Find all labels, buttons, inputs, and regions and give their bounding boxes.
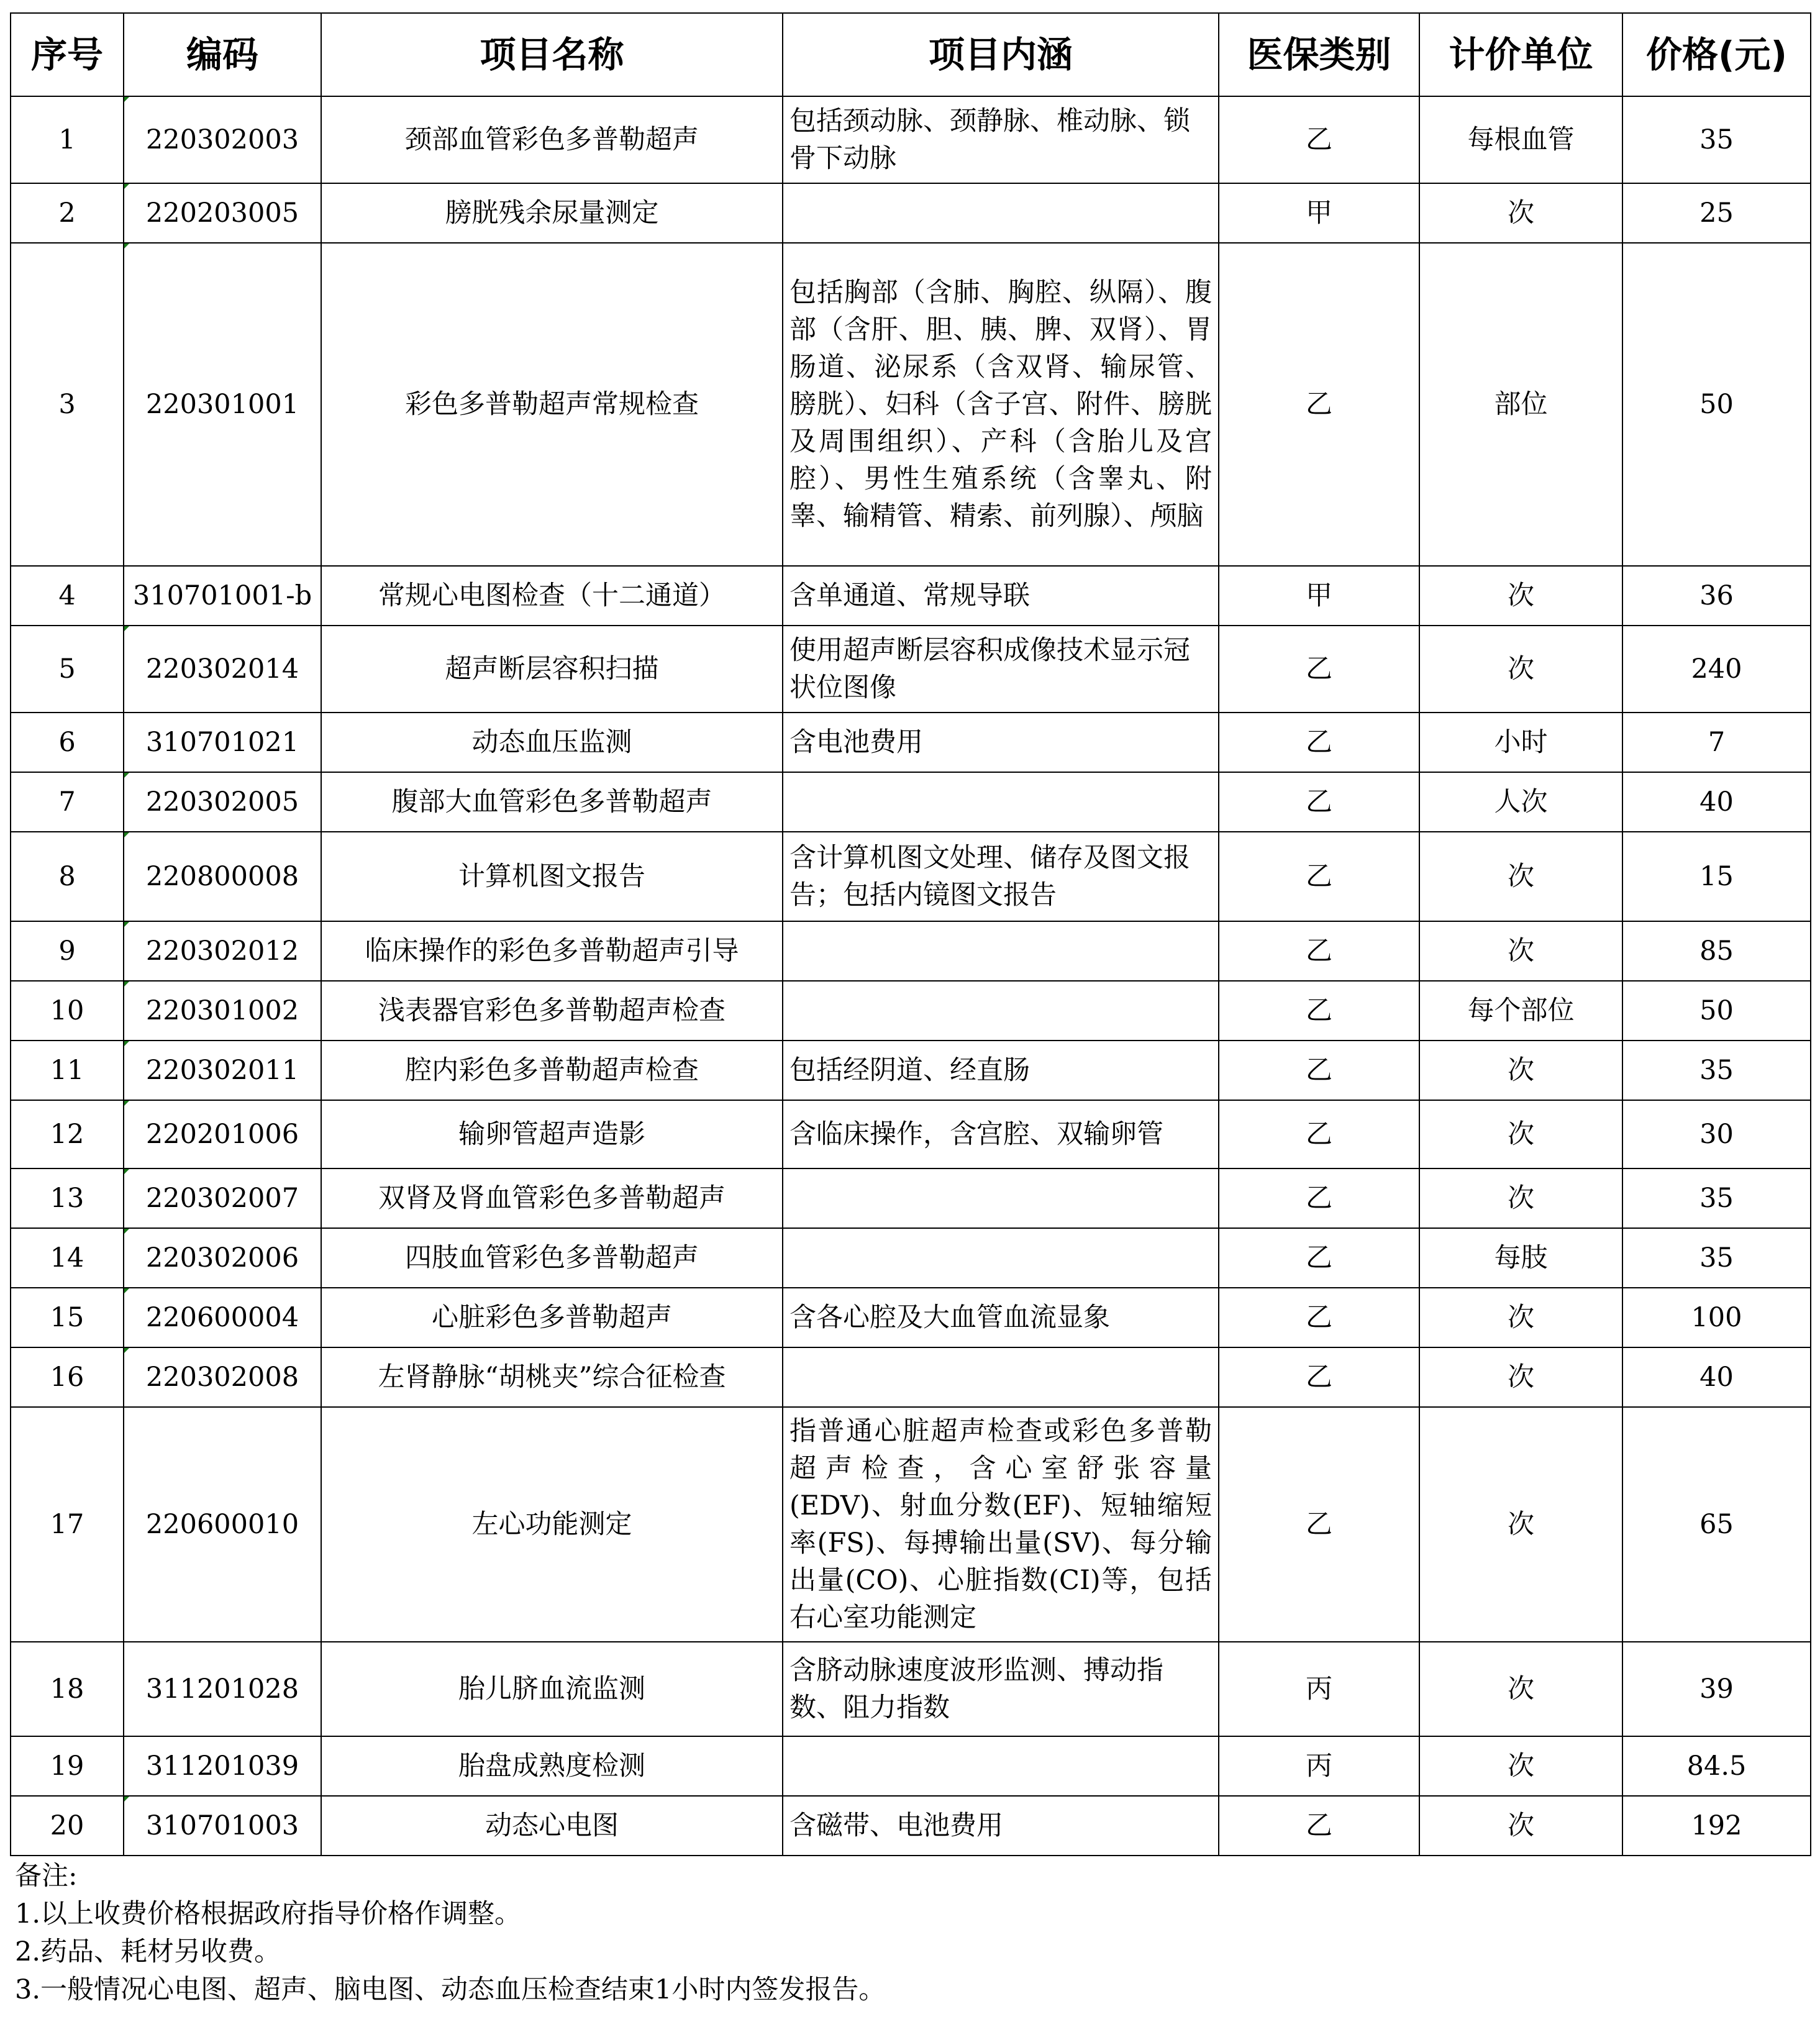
cell-scope: 含各心腔及大血管血流显象	[783, 1288, 1219, 1347]
cell-scope: 使用超声断层容积成像技术显示冠状位图像	[783, 626, 1219, 713]
table-row	[11, 1288, 1811, 1347]
table-row	[11, 96, 1811, 183]
cell-code-text: 220800008	[145, 861, 299, 892]
cell-code	[124, 96, 321, 183]
cell-name: 心脏彩色多普勒超声	[321, 1288, 783, 1347]
cell-unit: 次	[1419, 183, 1622, 243]
cell-marker	[124, 1288, 129, 1293]
cell-price: 39	[1622, 1642, 1811, 1736]
cell-no: 4	[11, 566, 124, 626]
cell-unit: 每根血管	[1419, 96, 1622, 183]
table-row	[11, 1228, 1811, 1288]
cell-no: 10	[11, 981, 124, 1041]
note-line: 2.药品、耗材另收费。	[15, 1936, 281, 1967]
cell-no: 18	[11, 1642, 124, 1736]
cell-unit: 次	[1419, 566, 1622, 626]
cell-name: 常规心电图检查（十二通道）	[321, 566, 783, 626]
cell-name: 四肢血管彩色多普勒超声	[321, 1228, 783, 1288]
table-row	[11, 772, 1811, 832]
cell-code-text: 220302006	[145, 1242, 299, 1273]
cell-no: 5	[11, 626, 124, 713]
table-row	[11, 981, 1811, 1041]
header-scope: 项目内涵	[783, 13, 1219, 96]
header-name: 项目名称	[321, 13, 783, 96]
cell-category: 乙	[1219, 243, 1419, 566]
table-row	[11, 713, 1811, 772]
cell-code-text: 220302011	[145, 1055, 299, 1086]
cell-unit: 部位	[1419, 243, 1622, 566]
cell-category: 乙	[1219, 1288, 1419, 1347]
cell-scope	[783, 1736, 1219, 1796]
cell-unit: 小时	[1419, 713, 1622, 772]
cell-scope	[783, 1347, 1219, 1407]
cell-scope	[783, 1168, 1219, 1228]
cell-no: 8	[11, 832, 124, 921]
cell-scope: 包括颈动脉、颈静脉、椎动脉、锁骨下动脉	[783, 96, 1219, 183]
cell-price: 40	[1622, 1347, 1811, 1407]
cell-name: 浅表器官彩色多普勒超声检查	[321, 981, 783, 1041]
price-table	[10, 12, 1811, 1856]
cell-category: 乙	[1219, 772, 1419, 832]
cell-name: 输卵管超声造影	[321, 1100, 783, 1168]
cell-code	[124, 243, 321, 566]
note-line: 1.以上收费价格根据政府指导价格作调整。	[15, 1898, 522, 1929]
cell-scope	[783, 921, 1219, 981]
table-row	[11, 832, 1811, 921]
price-sheet	[10, 12, 1810, 1856]
cell-no: 9	[11, 921, 124, 981]
cell-unit: 次	[1419, 1407, 1622, 1642]
cell-category: 乙	[1219, 1228, 1419, 1288]
cell-marker	[124, 626, 129, 631]
cell-code-text: 310701003	[145, 1810, 299, 1841]
cell-category: 乙	[1219, 1796, 1419, 1856]
cell-price: 240	[1622, 626, 1811, 713]
cell-code	[124, 1347, 321, 1407]
cell-unit: 次	[1419, 1288, 1622, 1347]
cell-price: 15	[1622, 832, 1811, 921]
cell-code	[124, 981, 321, 1041]
cell-unit: 每个部位	[1419, 981, 1622, 1041]
cell-category: 乙	[1219, 713, 1419, 772]
cell-marker	[124, 1348, 129, 1353]
cell-price: 85	[1622, 921, 1811, 981]
cell-marker	[124, 1041, 129, 1046]
cell-unit: 次	[1419, 832, 1622, 921]
cell-no: 2	[11, 183, 124, 243]
cell-marker	[124, 244, 129, 248]
cell-no: 12	[11, 1100, 124, 1168]
cell-name: 双肾及肾血管彩色多普勒超声	[321, 1168, 783, 1228]
cell-unit: 人次	[1419, 772, 1622, 832]
header-row	[11, 13, 1811, 96]
cell-code	[124, 772, 321, 832]
cell-code: 311201028	[124, 1642, 321, 1736]
cell-code-text: 220302014	[145, 654, 299, 685]
cell-name: 左心功能测定	[321, 1407, 783, 1642]
cell-unit: 次	[1419, 1041, 1622, 1100]
table-row	[11, 921, 1811, 981]
cell-price: 192	[1622, 1796, 1811, 1856]
cell-category: 乙	[1219, 626, 1419, 713]
table-row	[11, 1407, 1811, 1642]
cell-unit: 次	[1419, 626, 1622, 713]
cell-unit: 次	[1419, 921, 1622, 981]
cell-category: 乙	[1219, 1168, 1419, 1228]
cell-scope: 含计算机图文处理、储存及图文报告；包括内镜图文报告	[783, 832, 1219, 921]
cell-marker	[124, 1229, 129, 1234]
cell-category: 乙	[1219, 1347, 1419, 1407]
cell-marker	[124, 1797, 129, 1802]
cell-category: 甲	[1219, 566, 1419, 626]
cell-category: 乙	[1219, 921, 1419, 981]
cell-category: 乙	[1219, 981, 1419, 1041]
header-category: 医保类别	[1219, 13, 1419, 96]
cell-price: 40	[1622, 772, 1811, 832]
cell-marker	[124, 184, 129, 189]
cell-code: 310701021	[124, 713, 321, 772]
cell-price: 100	[1622, 1288, 1811, 1347]
cell-scope: 含临床操作，含宫腔、双输卵管	[783, 1100, 1219, 1168]
cell-code	[124, 1168, 321, 1228]
cell-name: 膀胱残余尿量测定	[321, 183, 783, 243]
header-unit: 计价单位	[1419, 13, 1622, 96]
cell-code-text: 220203005	[145, 198, 299, 229]
cell-no: 6	[11, 713, 124, 772]
table-row	[11, 1041, 1811, 1100]
cell-code	[124, 1796, 321, 1856]
cell-scope	[783, 772, 1219, 832]
cell-name: 颈部血管彩色多普勒超声	[321, 96, 783, 183]
table-row	[11, 183, 1811, 243]
cell-no: 11	[11, 1041, 124, 1100]
cell-code-text: 220600004	[145, 1302, 299, 1333]
table-row	[11, 243, 1811, 566]
cell-code	[124, 1228, 321, 1288]
cell-name: 彩色多普勒超声常规检查	[321, 243, 783, 566]
cell-marker	[124, 982, 129, 986]
cell-code: 311201039	[124, 1736, 321, 1796]
cell-code	[124, 921, 321, 981]
header-no: 序号	[11, 13, 124, 96]
cell-price: 30	[1622, 1100, 1811, 1168]
cell-category: 乙	[1219, 96, 1419, 183]
cell-code-text: 220302003	[145, 124, 299, 155]
cell-scope: 包括经阴道、经直肠	[783, 1041, 1219, 1100]
cell-name: 动态血压监测	[321, 713, 783, 772]
cell-no: 16	[11, 1347, 124, 1407]
table-row	[11, 1642, 1811, 1736]
cell-unit: 次	[1419, 1100, 1622, 1168]
cell-price: 35	[1622, 1168, 1811, 1228]
cell-code: 220600010	[124, 1407, 321, 1642]
cell-code-text: 220301002	[145, 995, 299, 1026]
cell-price: 7	[1622, 713, 1811, 772]
cell-unit: 次	[1419, 1736, 1622, 1796]
cell-category: 丙	[1219, 1642, 1419, 1736]
cell-unit: 次	[1419, 1347, 1622, 1407]
header-code: 编码	[124, 13, 321, 96]
cell-price: 84.5	[1622, 1736, 1811, 1796]
cell-no: 20	[11, 1796, 124, 1856]
cell-category: 乙	[1219, 1041, 1419, 1100]
cell-name: 动态心电图	[321, 1796, 783, 1856]
cell-price: 25	[1622, 183, 1811, 243]
cell-name: 左肾静脉“胡桃夹”综合征检查	[321, 1347, 783, 1407]
cell-category: 甲	[1219, 183, 1419, 243]
cell-name: 临床操作的彩色多普勒超声引导	[321, 921, 783, 981]
header-price: 价格(元)	[1622, 13, 1811, 96]
cell-name: 腹部大血管彩色多普勒超声	[321, 772, 783, 832]
cell-price: 36	[1622, 566, 1811, 626]
cell-no: 19	[11, 1736, 124, 1796]
notes	[15, 1857, 885, 2009]
cell-scope: 含脐动脉速度波形监测、搏动指数、阻力指数	[783, 1642, 1219, 1736]
cell-scope	[783, 183, 1219, 243]
cell-category: 丙	[1219, 1736, 1419, 1796]
cell-marker	[124, 1169, 129, 1174]
cell-category: 乙	[1219, 1100, 1419, 1168]
cell-unit: 次	[1419, 1168, 1622, 1228]
cell-code-text: 220302005	[145, 786, 299, 818]
cell-marker	[124, 773, 129, 778]
cell-name: 腔内彩色多普勒超声检查	[321, 1041, 783, 1100]
cell-no: 17	[11, 1407, 124, 1642]
cell-unit: 次	[1419, 1642, 1622, 1736]
cell-marker	[124, 97, 129, 102]
cell-code	[124, 183, 321, 243]
table-row	[11, 1736, 1811, 1796]
cell-scope: 含电池费用	[783, 713, 1219, 772]
cell-marker	[124, 1101, 129, 1106]
cell-scope: 指普通心脏超声检查或彩色多普勒超声检查，含心室舒张容量(EDV)、射血分数(EF)、短轴缩短率(FS)、每搏输出量(SV)、每分输出量(CO)、心脏指数(CI)等，包括右心室功能测定	[783, 1407, 1219, 1642]
cell-scope: 含磁带、电池费用	[783, 1796, 1219, 1856]
cell-name: 胎儿脐血流监测	[321, 1642, 783, 1736]
cell-price: 65	[1622, 1407, 1811, 1642]
cell-no: 1	[11, 96, 124, 183]
table-row	[11, 1347, 1811, 1407]
cell-no: 14	[11, 1228, 124, 1288]
cell-unit: 次	[1419, 1796, 1622, 1856]
cell-name: 计算机图文报告	[321, 832, 783, 921]
cell-name: 超声断层容积扫描	[321, 626, 783, 713]
cell-code-text: 220201006	[145, 1119, 299, 1150]
cell-code-text: 220302012	[145, 936, 299, 967]
cell-scope: 含单通道、常规导联	[783, 566, 1219, 626]
cell-scope	[783, 1228, 1219, 1288]
note-line: 3.一般情况心电图、超声、脑电图、动态血压检查结束1小时内签发报告。	[15, 1974, 886, 2005]
cell-no: 13	[11, 1168, 124, 1228]
table-row	[11, 1168, 1811, 1228]
cell-category: 乙	[1219, 832, 1419, 921]
cell-code	[124, 1100, 321, 1168]
cell-price: 50	[1622, 981, 1811, 1041]
cell-code	[124, 1288, 321, 1347]
cell-no: 15	[11, 1288, 124, 1347]
notes-title: 备注:	[15, 1861, 78, 1892]
cell-price: 35	[1622, 1228, 1811, 1288]
cell-code-text: 220302007	[145, 1183, 299, 1214]
cell-code-text: 220302008	[145, 1362, 299, 1393]
cell-unit: 每肢	[1419, 1228, 1622, 1288]
cell-code	[124, 1041, 321, 1100]
cell-no: 3	[11, 243, 124, 566]
cell-no: 7	[11, 772, 124, 832]
cell-price: 50	[1622, 243, 1811, 566]
cell-price: 35	[1622, 1041, 1811, 1100]
cell-code	[124, 626, 321, 713]
table-row	[11, 1100, 1811, 1168]
cell-price: 35	[1622, 96, 1811, 183]
cell-code	[124, 832, 321, 921]
cell-marker	[124, 922, 129, 927]
table-row	[11, 626, 1811, 713]
table-row	[11, 1796, 1811, 1856]
cell-scope	[783, 981, 1219, 1041]
cell-code: 310701001-b	[124, 566, 321, 626]
cell-marker	[124, 832, 129, 837]
cell-name: 胎盘成熟度检测	[321, 1736, 783, 1796]
cell-scope: 包括胸部（含肺、胸腔、纵隔）、腹部（含肝、胆、胰、脾、双肾）、胃肠道、泌尿系（含双肾、输尿管、膀胱）、妇科（含子宫、附件、膀胱及周围组织）、产科（含胎儿及宫腔）、男性生殖系统（含睾丸、附睾、输精管、精索、前列腺）、颅脑	[783, 243, 1219, 566]
table-row	[11, 566, 1811, 626]
cell-code-text: 220301001	[145, 389, 299, 420]
cell-category: 乙	[1219, 1407, 1419, 1642]
